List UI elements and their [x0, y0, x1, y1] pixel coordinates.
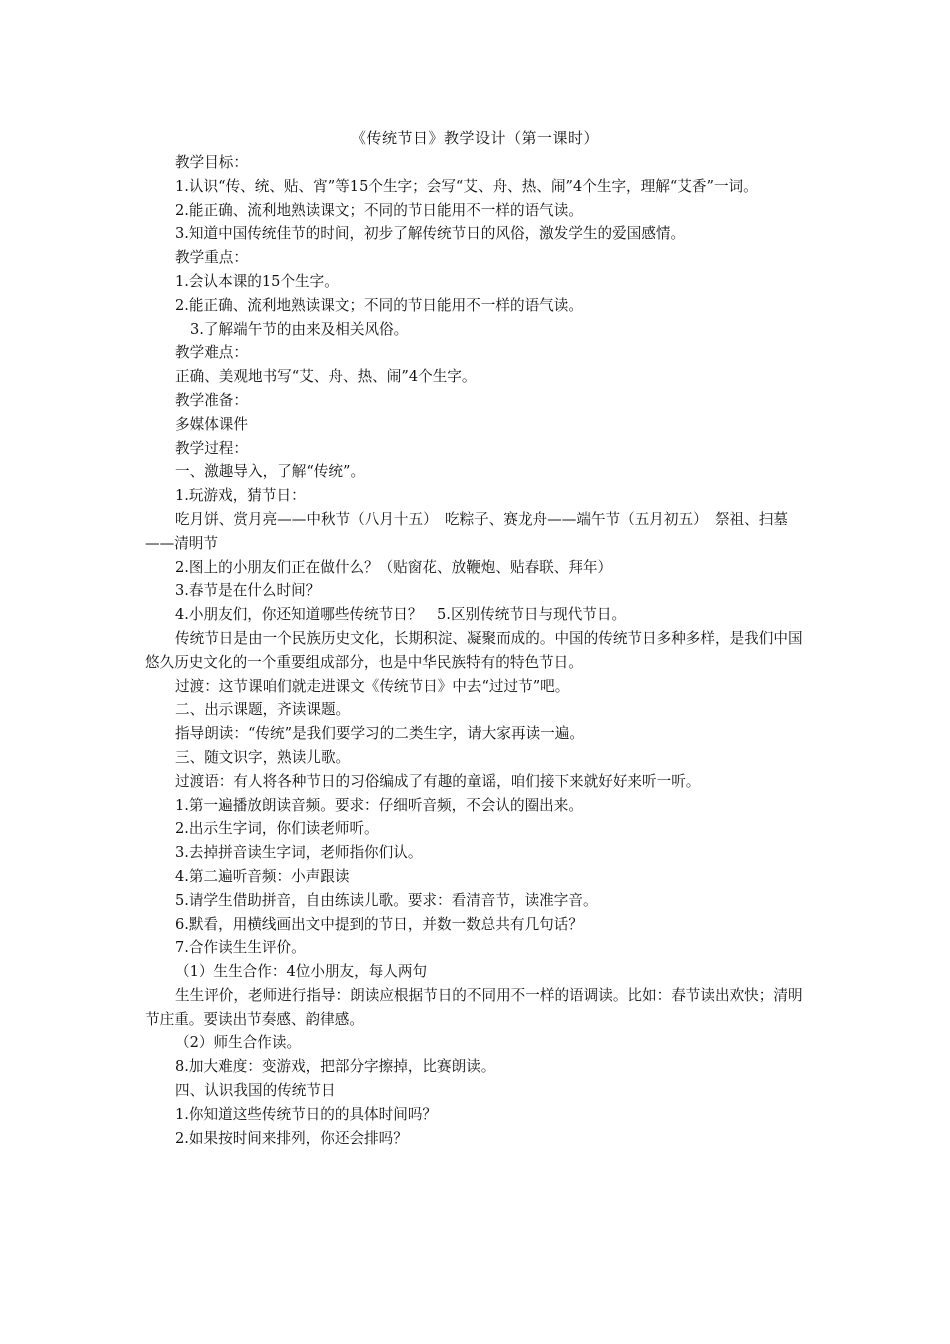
process-item: 2.出示生字词，你们读老师听。 — [175, 820, 379, 838]
process-item: 8.加大难度：变游戏，把部分字擦掉，比赛朗读。 — [175, 1058, 496, 1076]
difficulty-1: 正确、美观地书写“艾、舟、热、闹”4个生字。 — [175, 368, 477, 386]
process-paragraph: 吃月饼、赏月亮——中秋节（八月十五） 吃粽子、赛龙舟——端午节（五月初五） 祭祖、扫墓——清明节 — [145, 510, 788, 552]
process-item: 指导朗读：“传统”是我们要学习的二类生字，请大家再读一遍。 — [175, 725, 584, 743]
process-item: 过渡：这节课咱们就走进课文《传统节日》中去“过过节”吧。 — [175, 677, 570, 695]
process-item: 4.第二遍听音频：小声跟读 — [175, 867, 350, 885]
heading-process: 教学过程： — [175, 439, 248, 457]
preparation-item: 多媒体课件 — [175, 415, 248, 433]
process-item: 4.小朋友们，你还知道哪些传统节日？ 5.区别传统节日与现代节日。 — [175, 606, 627, 624]
process-subitem: （1）生生合作：4位小朋友，每人两句 — [175, 963, 428, 981]
document-body — [145, 151, 813, 1150]
process-paragraph: 生生评价，老师进行指导：朗读应根据节日的不同用不一样的语调读。比如：春节读出欢快；清明节庄重。要读出节奏感、韵律感。 — [145, 986, 803, 1028]
section-4-heading: 四、认识我国的传统节日 — [175, 1082, 336, 1100]
process-item: 5.请学生借助拼音，自由练读儿歌。要求：看清音节，读准字音。 — [175, 891, 598, 909]
process-item: 1.第一遍播放朗读音频。要求：仔细听音频，不会认的圈出来。 — [175, 796, 583, 814]
section-2-heading: 二、出示课题，齐读课题。 — [175, 701, 351, 719]
objective-2: 2.能正确、流利地熟读课文；不同的节日能用不一样的语气读。 — [175, 201, 583, 219]
section-1-heading: 一、激趣导入，了解“传统”。 — [175, 463, 366, 481]
heading-objectives: 教学目标： — [175, 154, 248, 171]
heading-key-points: 教学重点： — [175, 249, 248, 267]
key-point-2: 2.能正确、流利地熟读课文；不同的节日能用不一样的语气读。 — [175, 296, 583, 314]
heading-difficulties: 教学难点： — [175, 344, 248, 362]
section-3-heading: 三、随文识字，熟读儿歌。 — [175, 748, 351, 766]
process-item: 3.春节是在什么时间？ — [175, 582, 321, 600]
process-item: 过渡语：有人将各种节日的习俗编成了有趣的童谣，咱们接下来就好好来听一听。 — [175, 772, 701, 790]
objective-3: 3.知道中国传统佳节的时间，初步了解传统节日的风俗，激发学生的爱国感情。 — [175, 225, 686, 243]
process-item: 3.去掉拼音读生字词，老师指你们认。 — [175, 844, 423, 862]
process-item: 2.图上的小朋友们正在做什么？（贴窗花、放鞭炮、贴春联、拜年） — [175, 558, 613, 576]
process-item: 1.你知道这些传统节日的的具体时间吗？ — [175, 1105, 438, 1123]
process-item: 1.玩游戏，猜节日： — [175, 487, 306, 505]
key-point-3: 3.了解端午节的由来及相关风俗。 — [190, 320, 409, 338]
key-point-1: 1.会认本课的15个生字。 — [175, 272, 339, 290]
objective-1: 1.认识“传、统、贴、宵”等15个生字；会写“艾、舟、热、闹”4个生字，理解“艾香”一词。 — [175, 177, 758, 195]
process-subitem: （2）师生合作读。 — [175, 1034, 302, 1052]
document-title: 《传统节日》教学设计（第一课时） — [350, 129, 599, 147]
heading-preparation: 教学准备： — [175, 391, 248, 409]
process-item: 2.如果按时间来排列，你还会排吗？ — [175, 1129, 408, 1147]
process-paragraph: 传统节日是由一个民族历史文化，长期积淀、凝聚而成的。中国的传统节日多种多样，是我们中国悠久历史文化的一个重要组成部分，也是中华民族特有的特色节日。 — [145, 629, 803, 671]
process-item: 7.合作读生生评价。 — [175, 939, 306, 957]
process-item: 6.默看，用横线画出文中提到的节日，并数一数总共有几句话？ — [175, 915, 583, 933]
